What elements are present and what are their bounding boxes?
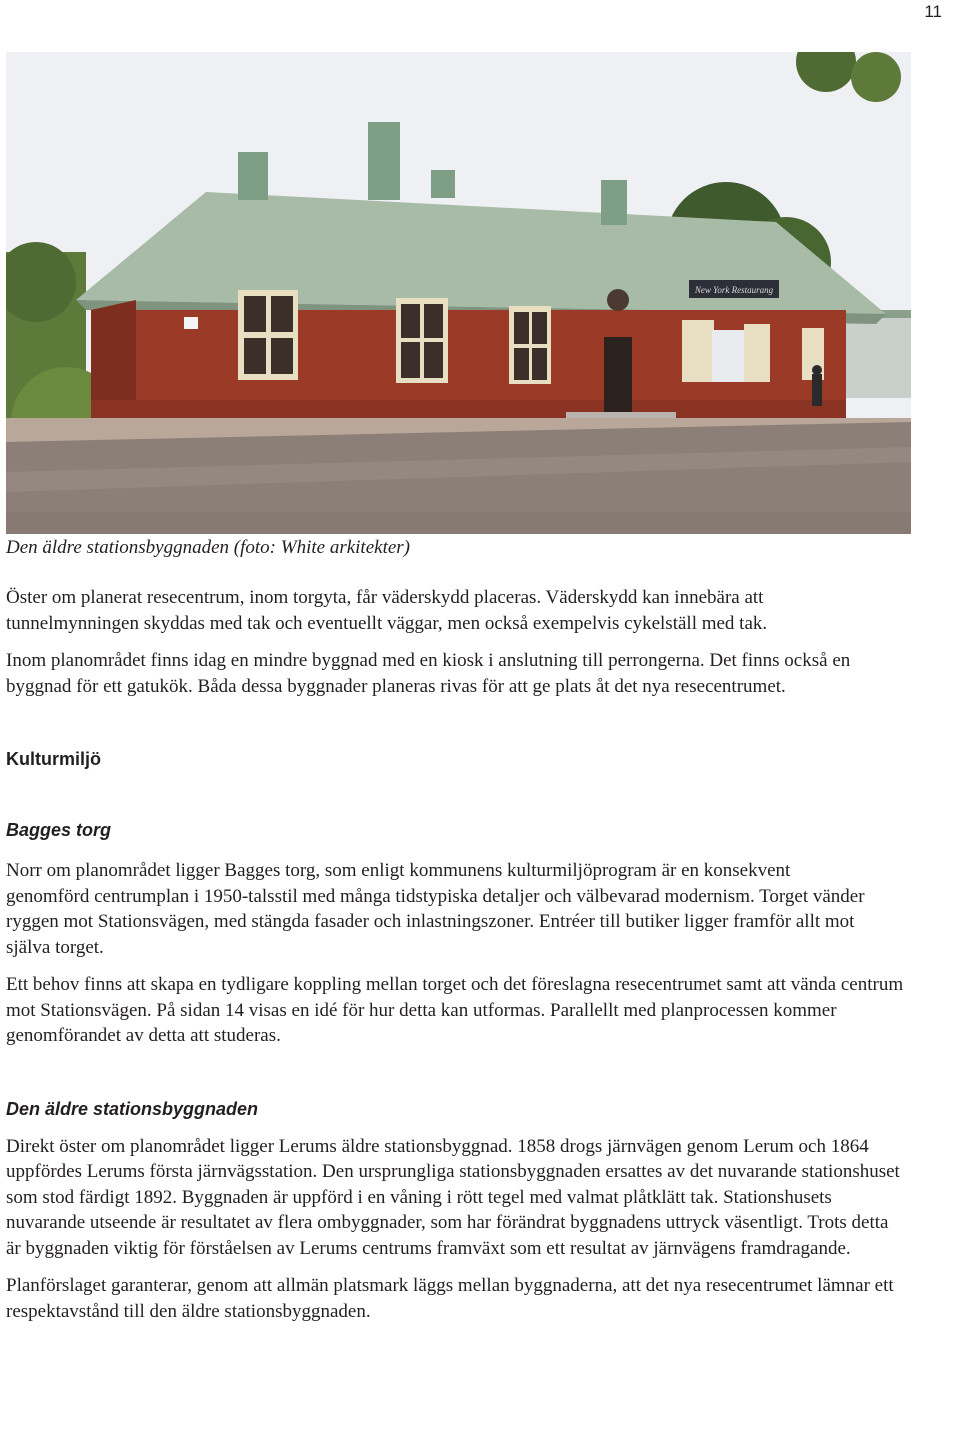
subsection-heading-aldre-stationsbyggnaden: Den äldre stationsbyggnaden [6,1098,259,1119]
section-heading-kulturmiljo: Kulturmiljö [6,749,101,769]
page-number: 11 [924,2,942,21]
stationsbyggnaden-paragraph-2: Planförslaget garanterar, genom att allmän platsmark läggs mellan byggnaderna, att det nya resecentrumet lämnar ett respektavstånd till den äldre stationsbyggnaden. [6,1275,894,1322]
restaurant-sign-text: New York Restaurang [694,285,774,295]
bagges-torg-paragraph-1: Norr om planområdet ligger Bagges torg, som enligt kommunens kulturmiljöprogram är en konsekvent genomförd centrumplan i 1950-talsstil med många tidstypiska detaljer och välbevarad modernism. Torget vänder ryggen mot Stationsvägen, med stängda fasader och inlastningszoner. Entréer till butiker ligger framför allt mot själva torget. [6,860,865,958]
station-building-photo [6,52,911,534]
stationsbyggnaden-paragraph-1: Direkt öster om planområdet ligger Lerums äldre stationsbyggnad. 1858 drogs järnvägen genom Lerum och 1864 uppfördes Lerums första järnvägsstation. Den ursprungliga stationsbyggnaden ersattes av det nuvarande stationshuset som stod färdigt 1892. Byggnaden är uppförd i en våning i rött tegel med valmat plåtklätt tak. Stationshusets nuvarande utseende är resultatet av flera ombyggnader, som har förändrat byggnadens uttryck väsentligt. Trots detta är byggnaden viktig för förståelsen av Lerums centrums framväxt som ett resultat av järnvägens framdragande. [6,1135,900,1259]
bagges-torg-paragraph-2: Ett behov finns att skapa en tydligare koppling mellan torget och det föreslagna resecentrumet samt att vända centrum mot Stationsvägen. På sidan 14 visas en idé för hur detta kan utformas. Parallellt med planprocessen kommer genomförandet av detta att studeras. [6,974,904,1046]
intro-paragraph-1: Öster om planerat resecentrum, inom torgyta, får väderskydd placeras. Väderskydd kan innebära att tunnelmynningen skyddas med tak och eventuellt väggar, men också exempelvis cykelställ med tak. [6,587,768,634]
intro-paragraph-2: Inom planområdet finns idag en mindre byggnad med en kiosk i anslutning till perrongerna. Det finns också en byggnad för ett gatukök. Båda dessa byggnader planeras rivas för att ge plats åt det nya resecentrumet. [6,650,851,697]
subsection-heading-bagges-torg: Bagges torg [6,820,112,840]
document-body [6,585,926,1324]
photo-caption: Den äldre stationsbyggnaden (foto: White arkitekter) [6,537,411,558]
